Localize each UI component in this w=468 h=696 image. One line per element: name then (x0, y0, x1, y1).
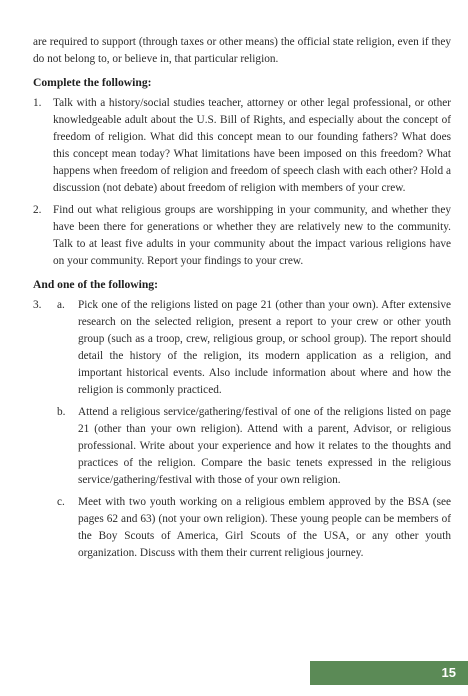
sub-item-text: Meet with two youth working on a religious emblem approved by the BSA (see pages 62 and 63) (not your own religion). These young people can be members of the Boy Scouts of America, Girl Scouts of the USA, or any other youth organization. Discuss with them their current religious journey. (78, 496, 451, 559)
item-text: Talk with a history/social studies teacher, attorney or other legal professional, or other knowledgeable adult about the U.S. Bill of Rights, and especially about the concept of freedom of religion. What did this concept mean to our founding fathers? What does this concept mean today? What limitations have been imposed on this freedom? What happens when freedom of religion and freedom of speech clash with each other? Hold a discussion (not debate) about freedom of religion with members of your crew. (53, 97, 451, 194)
page-content (33, 34, 451, 567)
item-number: 2. (33, 204, 42, 216)
page-number: 15 (441, 665, 456, 680)
section-heading-complete: Complete the following: (33, 76, 152, 89)
sub-item (33, 297, 451, 399)
intro-paragraph: are required to support (through taxes or other means) the official state religion, even if they do not belong to, or believe in, that particular religion. (33, 36, 451, 65)
sub-item-letter: c. (57, 496, 65, 508)
footer-bar (310, 661, 468, 685)
item-number: 3. (33, 299, 42, 311)
sub-item (33, 494, 451, 562)
section-heading-one-of: And one of the following: (33, 278, 158, 291)
sub-item-letter: b. (57, 406, 66, 418)
sub-item-text: Pick one of the religions listed on page 21 (other than your own). After extensive research on the selected religion, present a report to your crew or other youth group (such as a troop, crew, religious group, or school group). The report should detail the history of the religion, its modern application as a religion, and important historical events. Also include information about where and how the religion is commonly practiced. (78, 299, 451, 396)
list-item (33, 202, 451, 270)
list-item (33, 95, 451, 197)
sub-item (33, 404, 451, 489)
item-number: 1. (33, 97, 42, 109)
sub-item-letter: a. (57, 299, 65, 311)
item-text: Find out what religious groups are worshipping in your community, and whether they have been there for generations or whether they are relatively new to the community. Talk to at least five adults in your community about the impact various religions have on your community. Report your findings to your crew. (53, 204, 451, 267)
sub-item-text: Attend a religious service/gathering/festival of one of the religions listed on page 21 (other than your own religion). Attend with a parent, Advisor, or religious professional. Write about your experience and how it relates to the thoughts and practices of the religion. Compare the basic tenets expressed in the religious service/gathering/festival with those of your own religion. (78, 406, 451, 486)
